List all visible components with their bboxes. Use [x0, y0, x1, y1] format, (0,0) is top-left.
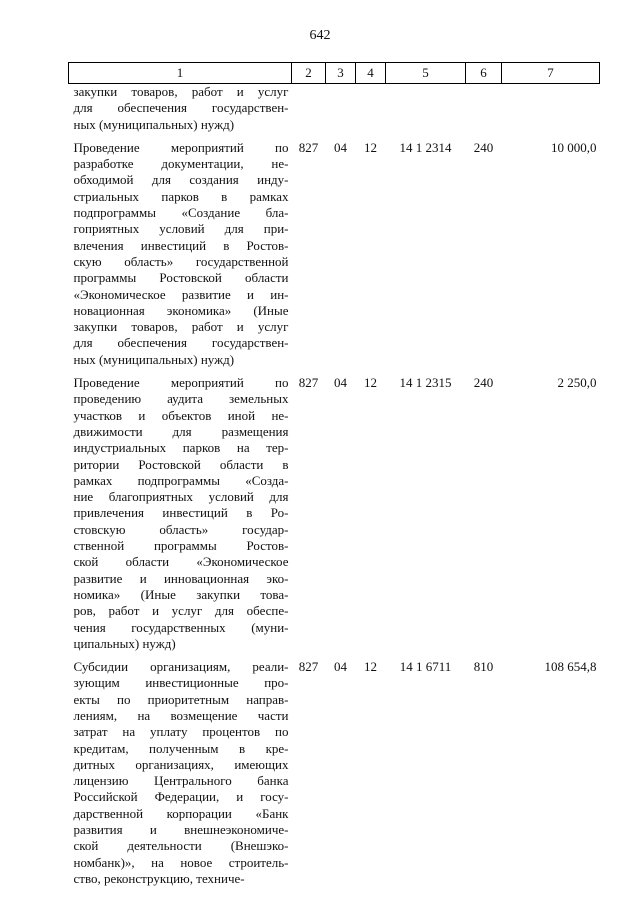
- column-header: 1: [69, 63, 292, 84]
- description-line: новационная экономика» (Иные: [73, 302, 289, 318]
- description-line: закупки товаров, работ и услуг: [73, 84, 289, 99]
- description-line: для обеспечения государствен-: [73, 100, 289, 116]
- column-header: 2: [292, 63, 326, 84]
- expense-type-code: 810: [473, 659, 494, 675]
- budget-table: [68, 62, 600, 887]
- target-article-code: 14 1 2315: [399, 375, 452, 391]
- section-code: [326, 84, 356, 133]
- column-header: 7: [502, 63, 600, 84]
- row-description: [69, 652, 292, 887]
- description-line: разработке документации, не-: [73, 156, 289, 172]
- section-code: 04: [334, 139, 347, 155]
- description-line: стовскую область» государ-: [73, 521, 289, 537]
- subsection-code: 12: [364, 659, 377, 675]
- description-line: обходимой для создания инду-: [73, 172, 289, 188]
- expense-type-code: [466, 84, 502, 133]
- ministry-code: [292, 84, 326, 133]
- description-line: ственной программы Ростов-: [73, 538, 289, 554]
- column-header: 6: [466, 63, 502, 84]
- description-line: ров, работ и услуг для обеспе-: [73, 603, 289, 619]
- table-row: [69, 133, 600, 368]
- description-line: ство, реконструкцию, техниче-: [73, 870, 245, 886]
- description-line: для обеспечения государствен-: [73, 335, 289, 351]
- description-line: Российской Федерации, и госу-: [73, 789, 289, 805]
- description-line: Проведение мероприятий по: [73, 139, 289, 155]
- description-line: екты по приоритетным направ-: [73, 691, 289, 707]
- description-line: затрат на уплату процентов по: [73, 724, 289, 740]
- description-line: ных (муниципальных) нужд): [73, 116, 235, 132]
- description-line: проведению аудита земельных: [73, 391, 289, 407]
- description-line: ской области «Экономическое: [73, 554, 289, 570]
- description-line: закупки товаров, работ и услуг: [73, 319, 289, 335]
- description-line: Проведение мероприятий по: [73, 375, 289, 391]
- description-line: участков и объектов иной не-: [73, 407, 289, 423]
- column-header: 4: [356, 63, 386, 84]
- subsection-code: 12: [364, 375, 377, 391]
- description-line: Субсидии организациям, реали-: [73, 659, 289, 675]
- row-description: [69, 84, 292, 133]
- description-line: развитие и инновационная эко-: [73, 570, 289, 586]
- section-code: 04: [334, 375, 347, 391]
- description-line: номбанк)», на новое строитель-: [73, 854, 289, 870]
- description-line: индустриальных парков на тер-: [73, 440, 289, 456]
- description-line: ных (муниципальных) нужд): [73, 351, 235, 367]
- description-line: ципальных) нужд): [73, 635, 176, 651]
- ministry-code: 827: [298, 139, 319, 155]
- amount: 2 250,0: [557, 375, 597, 391]
- subsection-code: 12: [364, 139, 377, 155]
- table-row: [69, 368, 600, 652]
- section-code: 04: [334, 659, 347, 675]
- description-line: гоприятных условий для при-: [73, 221, 289, 237]
- table-row: [69, 84, 600, 133]
- page-number: 642: [309, 28, 331, 43]
- description-line: стриальных парков в рамках: [73, 188, 289, 204]
- description-line: ской деятельности (Внешэко-: [73, 838, 289, 854]
- amount: 108 654,8: [544, 659, 597, 675]
- description-line: подпрограммы «Создание бла-: [73, 205, 289, 221]
- description-line: чения государственных (муни-: [73, 619, 289, 635]
- column-header: 5: [386, 63, 466, 84]
- expense-type-code: 240: [473, 375, 494, 391]
- ministry-code: 827: [298, 375, 319, 391]
- subsection-code: [356, 84, 386, 133]
- description-line: привлечения инвестиций в Ро-: [73, 505, 289, 521]
- description-line: ритории Ростовской области в: [73, 456, 289, 472]
- amount: 10 000,0: [551, 139, 597, 155]
- column-header: 3: [326, 63, 356, 84]
- table-row: [69, 652, 600, 887]
- description-line: рамках подпрограммы «Созда-: [73, 472, 289, 488]
- description-line: движимости для размещения: [73, 423, 289, 439]
- description-line: «Экономическое развитие и ин-: [73, 286, 289, 302]
- target-article-code: 14 1 2314: [399, 139, 452, 155]
- amount: [502, 84, 600, 133]
- description-line: скую область» государственной: [73, 253, 289, 269]
- description-line: лениям, на возмещение части: [73, 707, 289, 723]
- description-line: номика» (Иные закупки това-: [73, 586, 289, 602]
- description-line: кредитам, полученным в кре-: [73, 740, 289, 756]
- description-line: ние благоприятных условий для: [73, 489, 289, 505]
- description-line: влечения инвестиций в Ростов-: [73, 237, 289, 253]
- row-description: [69, 368, 292, 652]
- expense-type-code: 240: [473, 139, 494, 155]
- description-line: развития и внешнеэкономиче-: [73, 822, 289, 838]
- description-line: дарственной корпорации «Банк: [73, 805, 289, 821]
- table-header-row: [69, 63, 600, 84]
- description-line: лицензию Центрального банка: [73, 773, 289, 789]
- description-line: программы Ростовской области: [73, 270, 289, 286]
- ministry-code: 827: [298, 659, 319, 675]
- description-line: дитных организациях, имеющих: [73, 756, 289, 772]
- description-line: зующим инвестиционные про-: [73, 675, 289, 691]
- row-description: [69, 133, 292, 368]
- target-article-code: [386, 84, 466, 133]
- target-article-code: 14 1 6711: [399, 659, 452, 675]
